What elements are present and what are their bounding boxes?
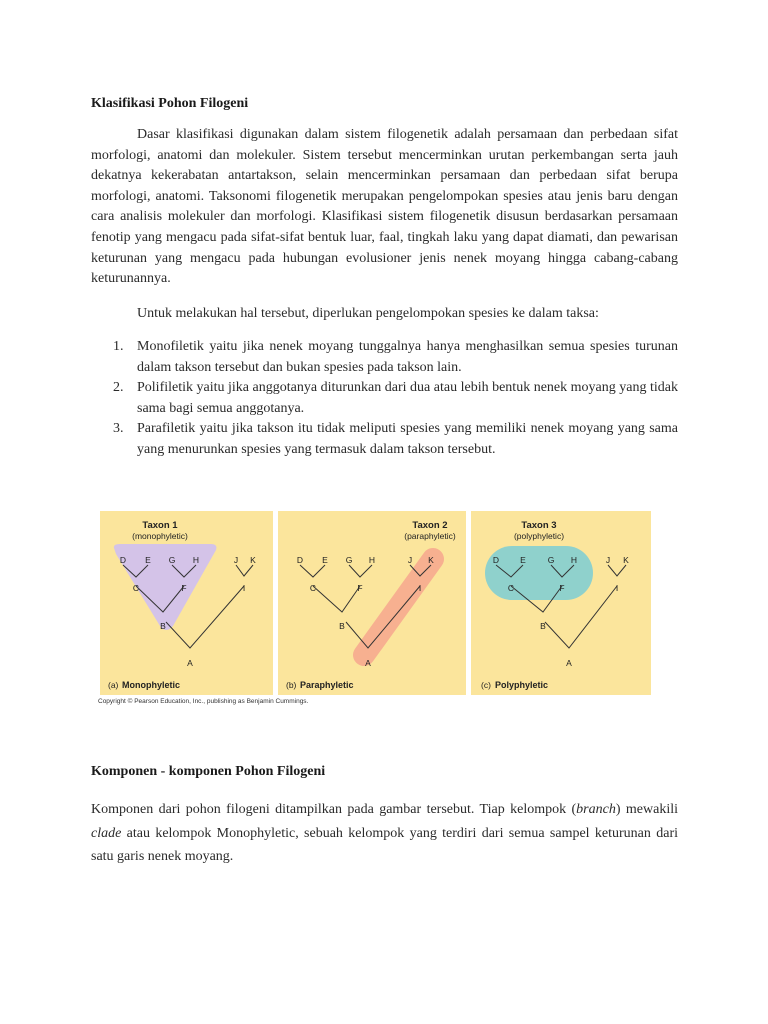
leaf-label: E	[145, 555, 151, 565]
leaf-label: G	[345, 555, 353, 565]
taxon-type-label: (monophyletic)	[132, 531, 188, 541]
taxa-list	[91, 337, 678, 461]
list-item	[91, 419, 678, 460]
list-number: 3.	[113, 421, 124, 437]
leaf-label: J	[407, 555, 413, 565]
node-label: A	[566, 658, 572, 668]
node-label: C	[507, 583, 515, 593]
node-label: B	[339, 621, 345, 631]
italic-term: branch	[576, 802, 616, 817]
leaf-label: D	[119, 555, 127, 565]
taxon-title: Taxon 1	[142, 520, 178, 531]
panel-caption: Polyphyletic	[495, 680, 549, 690]
taxon-title: Taxon 3	[521, 520, 557, 531]
list-text: Polifiletik yaitu jika anggotanya diturunkan dari dua atau lebih bentuk nenek moyang yang tidak sama bagi semua anggotanya.	[137, 380, 678, 416]
heading-klasifikasi: Klasifikasi Pohon Filogeni	[91, 96, 249, 111]
node-label: B	[540, 621, 546, 631]
leaf-label: D	[492, 555, 500, 565]
leaf-label: K	[623, 555, 629, 565]
panel-letter: (a)	[108, 680, 119, 690]
leaf-label: J	[605, 555, 611, 565]
phylogeny-figure	[98, 508, 654, 708]
list-text: Parafiletik yaitu jika takson itu tidak meliputi spesies yang memiliki nenek moyang yang sama yang menurunkan spesies yang termasuk dalam takson tersebut.	[137, 421, 678, 457]
node-label: I	[242, 583, 246, 593]
leaf-label: G	[547, 555, 555, 565]
node-label: F	[559, 583, 565, 593]
node-label: F	[357, 583, 363, 593]
leaf-label: H	[192, 555, 200, 565]
panel-caption: Paraphyletic	[300, 680, 354, 690]
taxon-title: Taxon 2	[412, 520, 448, 531]
figure-copyright: Copyright © Pearson Education, Inc., publishing as Benjamin Cummings.	[98, 698, 309, 705]
panel-letter: (b)	[286, 680, 297, 690]
node-label: I	[418, 583, 422, 593]
paragraph-text: ) mewakili	[615, 802, 678, 817]
leaf-label: K	[250, 555, 256, 565]
leaf-label: E	[520, 555, 526, 565]
list-item	[91, 378, 678, 419]
leaf-label: H	[368, 555, 376, 565]
leaf-label: J	[233, 555, 239, 565]
paragraph-text: atau kelompok Monophyletic, sebuah kelompok yang terdiri dari semua sampel keturunan dari satu garis nenek moyang.	[91, 825, 678, 864]
node-label: I	[615, 583, 619, 593]
panel-caption: Monophyletic	[122, 680, 180, 690]
leaf-label: H	[570, 555, 578, 565]
node-label: B	[160, 621, 166, 631]
intro-taksa: Untuk melakukan hal tersebut, diperlukan pengelompokan spesies ke dalam taksa:	[137, 306, 599, 321]
node-label: F	[181, 583, 187, 593]
list-number: 1.	[113, 339, 124, 354]
phylogeny-diagram	[98, 508, 654, 708]
list-item	[91, 337, 678, 378]
paragraph-text: Komponen dari pohon filogeni ditampilkan pada gambar tersebut. Tiap kelompok (	[91, 802, 577, 817]
node-label: A	[187, 658, 193, 668]
node-label: C	[309, 583, 317, 593]
paragraph-klasifikasi: Dasar klasifikasi digunakan dalam sistem filogenetik adalah persamaan dan perbedaan sifat morfologi, anatomi dan molekuler. Sistem tersebut mencerminkan urutan perkembangan serta jauh dekatnya kekerabatan antartakson, selain mencerminkan persamaan dan perbedaan sifat berupa morfologi, anatomi. Taksonomi filogenetik merupakan pengelompokan spesies atau jenis baru dengan cara analisis molekuler dan morfologi. Klasifikasi sistem filogenetik disusun berdasarkan persamaan fenotip yang mengacu pada sifat-sifat bentuk luar, faal, tingkah laku yang dapat diamati, dan pewarisan keturunan yang mengacu pada hubungan evolusioner jenis nenek moyang hingga cabang-cabang keturunannya.	[91, 127, 678, 287]
list-text: Monofiletik yaitu jika nenek moyang tunggalnya hanya menghasilkan semua spesies turunan dalam takson tersebut dan bukan spesies pada takson lain.	[137, 339, 678, 375]
italic-term: clade	[91, 825, 122, 841]
paragraph-komponen	[91, 798, 678, 869]
heading-komponen: Komponen - komponen Pohon Filogeni	[91, 764, 326, 779]
panel-letter: (c)	[481, 680, 491, 690]
taxon-type-label: (paraphyletic)	[404, 531, 456, 541]
leaf-label: G	[168, 555, 176, 565]
node-label: A	[365, 658, 371, 668]
leaf-label: K	[428, 555, 434, 565]
leaf-label: D	[296, 555, 304, 565]
taxon-type-label: (polyphyletic)	[513, 531, 565, 541]
node-label: C	[132, 583, 140, 593]
leaf-label: E	[322, 555, 328, 565]
monophyletic-highlight	[114, 544, 217, 630]
list-number: 2.	[113, 380, 124, 396]
